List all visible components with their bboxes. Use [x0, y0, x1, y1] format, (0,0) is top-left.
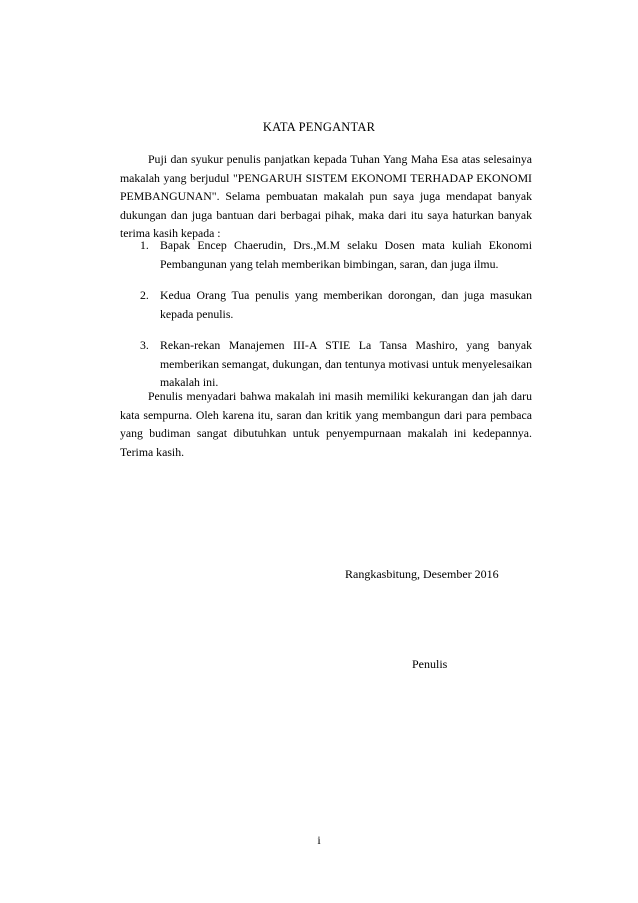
- signer-name: Penulis: [412, 657, 448, 671]
- page-number: i: [317, 833, 321, 847]
- list-item: [120, 336, 532, 392]
- page-title: KATA PENGANTAR: [262, 120, 376, 134]
- list-item-text: Rekan-rekan Manajemen III-A STIE La Tansa Mashiro, yang banyak memberikan semangat, dukungan, dan tentunya motivasi untuk menyelesaikan makalah ini.: [160, 338, 532, 389]
- list-item-number: 2.: [140, 288, 149, 302]
- place-date: Rangkasbitung, Desember 2016: [345, 567, 499, 581]
- acknowledgement-list: [120, 236, 532, 405]
- list-item: [120, 236, 532, 273]
- list-item-number: 1.: [140, 238, 149, 252]
- list-item-number: 3.: [140, 338, 149, 352]
- intro-paragraph: Puji dan syukur penulis panjatkan kepada Tuhan Yang Maha Esa atas selesainya makalah yang berjudul "PENGARUH SISTEM EKONOMI TERHADAP EKONOMI PEMBANGUNAN". Selama pembuatan makalah pun saya juga mendapat banyak dukungan dan juga bantuan dari berbagai pihak, maka dari itu saya haturkan banyak terima kasih kepada :: [120, 152, 532, 240]
- closing-paragraph: Penulis menyadari bahwa makalah ini masih memiliki kekurangan dan jah daru kata sempurna. Oleh karena itu, saran dan kritik yang membangun dari para pembaca yang budiman sangat dibutuhkan untuk penyempurnaan makalah ini kedepannya. Terima kasih.: [120, 389, 532, 459]
- list-item-text: Bapak Encep Chaerudin, Drs.,M.M selaku Dosen mata kuliah Ekonomi Pembangunan yang telah memberikan bimbingan, saran, dan juga ilmu.: [160, 238, 532, 271]
- list-item: [120, 286, 532, 323]
- list-item-text: Kedua Orang Tua penulis yang memberikan dorongan, dan juga masukan kepada penulis.: [160, 288, 532, 321]
